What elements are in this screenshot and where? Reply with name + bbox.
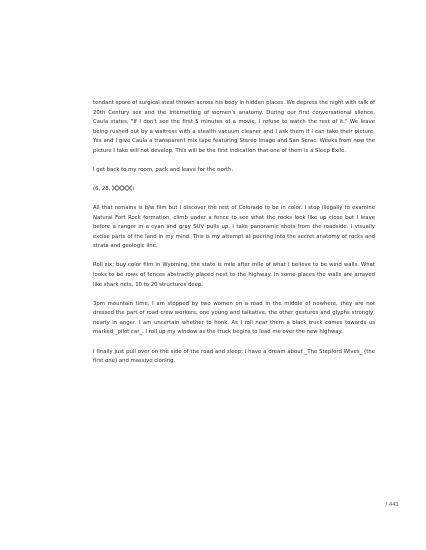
reference-line (93, 185, 375, 195)
reference-open: (6, 28, (93, 186, 111, 193)
paragraph-6: I finally just pull over on the side of the road and sleep; I have a dream about _The Stepford Wives_ (the first one) and massive cloning. (93, 348, 375, 365)
reference-close: ) (132, 186, 135, 193)
body-text (93, 99, 375, 367)
paragraph-2: I get back to my room, pack and leave for the north. (93, 166, 234, 173)
paragraph-3: All that remains is b/w film but I discover the rest of Colorado to be in color. I stop illegally to examine Natural Fort Rock formation, climb under a fence to see what the rocks look like up close but I leave before a ranger in a cyan and gray SUV pulls up. I take panoramic shots from the roadside. I visually excise parts of the land in my mind. This is my attempt at peering into the secret anatomy of rocks and strata and geologic line. (93, 205, 375, 250)
page-number: / 441 (385, 502, 399, 508)
paragraph-1: tendant spore of surgical steal thrown across his body in hidden places. We depress the night with talk of 20th Century sex and the Internetting of women's anatomy. During our first conversational silence, Caula states, "If I don't see the first 5 minutes of a movie, I refuse to watch the rest of it." We leave being rushed out by a waitress with a stealth vacuum cleaner and I ask them if I can take their picture. Yes and I give Caula a transparent mix tape featuring Stereo Image and San Serac. Weeks from now the picture I take will not develop. This will be the first indication that one of them is a Sleep Exile. (93, 100, 375, 154)
paragraph-4: Roll six; buy color film in Wyoming, the state is mile after mile of what I believe to be wind walls. What looks to be rows of fences abstractly placed next to the highway. In some places the walls are arrayed like shark nets, 10 to 20 structures deep. (93, 262, 375, 288)
paragraph-5: 3pm mountain time, I am stopped by two women on a road in the middle of nowhere, they are not dressed the part of road crew workers, one young and talkative, the other gestures and glyphs strongly, nearly in anger. I am uncertain whether to honk. As I roll near them a black truck comes towards us marked _pilot car_. I roll up my window as the truck begins to lead me over the new highway. (93, 300, 375, 336)
cross-pattern-glyph (112, 185, 132, 191)
